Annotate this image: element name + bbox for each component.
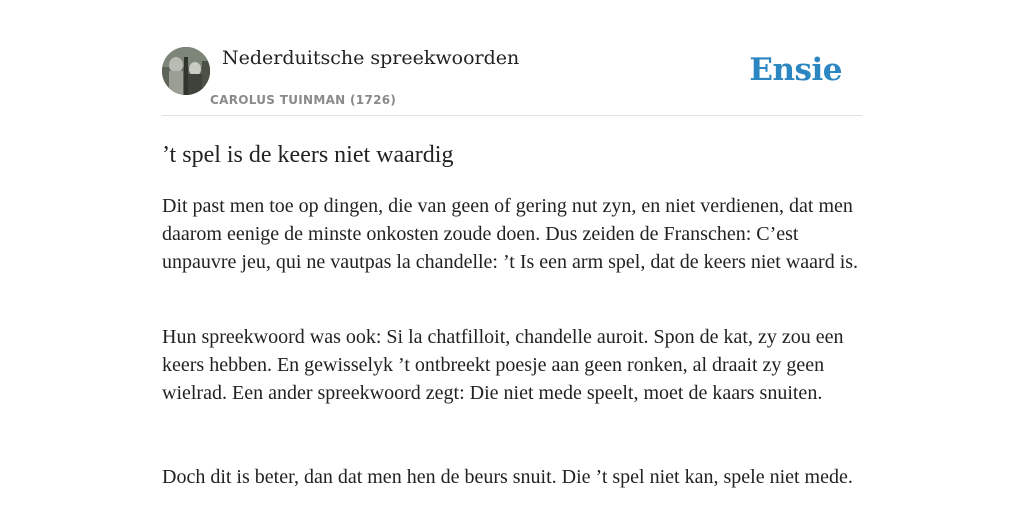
- entry-paragraph: Hun spreekwoord was ook: Si la chatfilloit, chandelle auroit. Spon de kat, zy zou een keers hebben. En gewisselyk ’t ontbreekt poesje aan geen ronken, al draait zy geen wielrad. Een ander spreekwoord zegt: Die niet mede speelt, moet de kaars snuiten.: [162, 326, 844, 404]
- source-header: [162, 0, 862, 116]
- author-avatar[interactable]: [162, 47, 210, 95]
- ensie-logo[interactable]: Ensie: [749, 52, 842, 88]
- entry-paragraph: Doch dit is beter, dan dat men hen de beurs snuit. Die ’t spel niet kan, spele niet mede.: [162, 466, 853, 488]
- author-portrait-icon: [162, 47, 210, 95]
- entry-paragraph: Dit past men toe op dingen, die van geen of gering nut zyn, en niet verdienen, dat men daarom eenige de minste onkosten zoude doen. Dus zeiden de Franschen: C’est unpauvre jeu, qui ne vautpas la chandelle: ’t Is een arm spel, dat de keers niet waard is.: [162, 195, 859, 273]
- source-title[interactable]: Nederduitsche spreekwoorden: [222, 47, 520, 69]
- author-label[interactable]: CAROLUS TUINMAN (1726): [210, 93, 397, 107]
- entry-title: ’t spel is de keers niet waardig: [162, 142, 454, 168]
- entry-card: [162, 0, 862, 512]
